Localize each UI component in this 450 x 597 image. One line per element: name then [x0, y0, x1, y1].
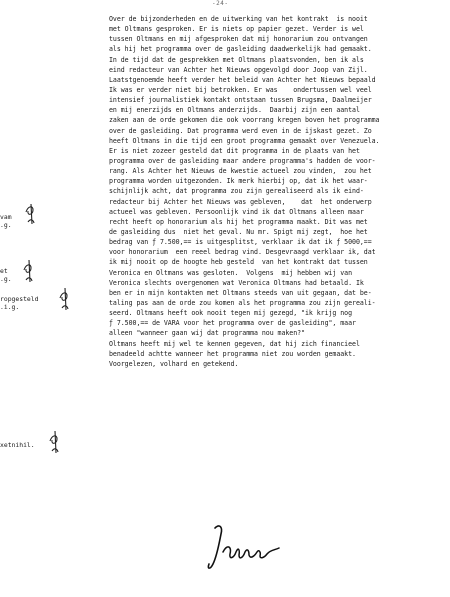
text-line: alleen "wanneer gaan wij dat programma nou maken?": [109, 329, 305, 338]
text-line: seerd. Oltmans heeft ook nooit tegen mij gezegd, "ik krijg nog: [109, 309, 353, 318]
text-line: Ik was er verder niet bij betrokken. Er was ondertussen wel veel: [109, 85, 372, 94]
text-line: actueel was gebleven. Persoonlijk vind ik dat Oltmans alleen maar: [109, 207, 364, 216]
text-line: Er is niet zozeer gesteld dat dit programma in de plaats van het: [109, 146, 360, 155]
text-line: bedrag van ƒ 7.500,== is uitgesplitst, verklaar ik dat ik ƒ 5000,==: [109, 238, 372, 247]
margin-note-2: et .g.: [0, 267, 12, 284]
statement-body: [109, 14, 447, 369]
page-number: -24-: [212, 0, 229, 7]
text-line: redacteur bij Achter het Nieuws was gebleven, dat het onderwerp: [109, 197, 372, 206]
text-line: In de tijd dat de gesprekken met Oltmans plaatsvonden, ben ik als: [109, 55, 364, 64]
text-line: over de gasleiding. Dat programma werd even in de ijskast gezet. Zo: [109, 126, 372, 135]
margin-note-3: ropgesteld .i.g.: [0, 295, 39, 312]
text-line: ik mij nooit op de hoogte heb gesteld van het kontrakt dat tussen: [109, 258, 368, 267]
text-line: tussen Oltmans en mij afgesproken dat mij honorarium zou ontvangen: [109, 35, 368, 44]
text-line: Veronica en Oltmans was gesloten. Volgens mij hebben wij van: [109, 268, 353, 277]
text-line: zaken aan de orde gekomen die ook voorrang kregen boven het programma: [109, 116, 380, 125]
text-line: Laatstgenoemde heeft verder het beleid van Achter het Nieuws bepaald: [109, 75, 376, 84]
text-line: Oltmans heeft mij wel te kennen gegeven, dat hij zich financieel: [109, 339, 360, 348]
text-line: Over de bijzonderheden en de uitwerking van het kontrakt is nooit: [109, 15, 368, 23]
text-line: intensief journalistiek kontakt ontstaan tussen Brugsma, Daalmeijer: [109, 96, 372, 105]
text-line: programma over de gasleiding maar andere programma's hadden de voor-: [109, 156, 376, 165]
handwritten-signature: [205, 522, 285, 580]
text-line: rang. Als Achter het Nieuws de kwestie actueel zou vinden, zou het: [109, 167, 372, 176]
margin-note-4: xetnihil.: [0, 441, 35, 449]
margin-note-1: vam .g.: [0, 213, 12, 230]
text-line: programma worden uitgezonden. Ik merk hierbij op, dat ik het waar-: [109, 177, 368, 186]
text-line: voor honorarium een reeel bedrag vind. Desgevraagd verklaar ik, dat: [109, 248, 376, 257]
text-line: met Oltmans gesproken. Er is niets op papier gezet. Verder is wel: [109, 25, 364, 34]
text-line: Voorgelezen, volhard en getekend.: [109, 359, 239, 368]
text-line: ƒ 7.500,== de VARA voor het programma over de gasleiding", maar: [109, 319, 356, 328]
text-line: recht heeft op honorarium als hij het programma maakt. Dit was met: [109, 217, 368, 226]
margin-correction-mark-icon: [24, 202, 38, 226]
text-line: taling pas aan de orde zou komen als het programma zou zijn gereali-: [109, 298, 376, 307]
text-line: en mij enerzijds en Oltmans anderzijds. Daarbij zijn een aantal: [109, 106, 360, 115]
margin-correction-mark-icon: [22, 258, 36, 284]
text-line: de gasleiding dus niet het geval. Nu mr. Spigt mij zegt, hoe het: [109, 227, 368, 236]
text-line: als hij het programma over de gasleiding daadwerkelijk had gemaakt.: [109, 45, 372, 54]
text-line: schijnlijk acht, dat programma zou zijn gerealiseerd als ik eind-: [109, 187, 364, 196]
text-line: benadeeld achtte wanneer het programma niet zou worden gemaakt.: [109, 349, 356, 358]
text-line: Veronica slechts overgenomen wat Veronica Oltmans had betaald. Ik: [109, 278, 364, 287]
text-line: eind redacteur van Achter het Nieuws opgevolgd door Joop van Zijl.: [109, 65, 368, 74]
margin-correction-mark-icon: [48, 429, 62, 455]
margin-correction-mark-icon: [58, 286, 72, 312]
text-line: ben er in mijn kontakten met Oltmans steeds van uit gegaan, dat be-: [109, 288, 372, 297]
text-line: heeft Oltmans in die tijd een groot programma gemaakt over Venezuela.: [109, 136, 380, 145]
